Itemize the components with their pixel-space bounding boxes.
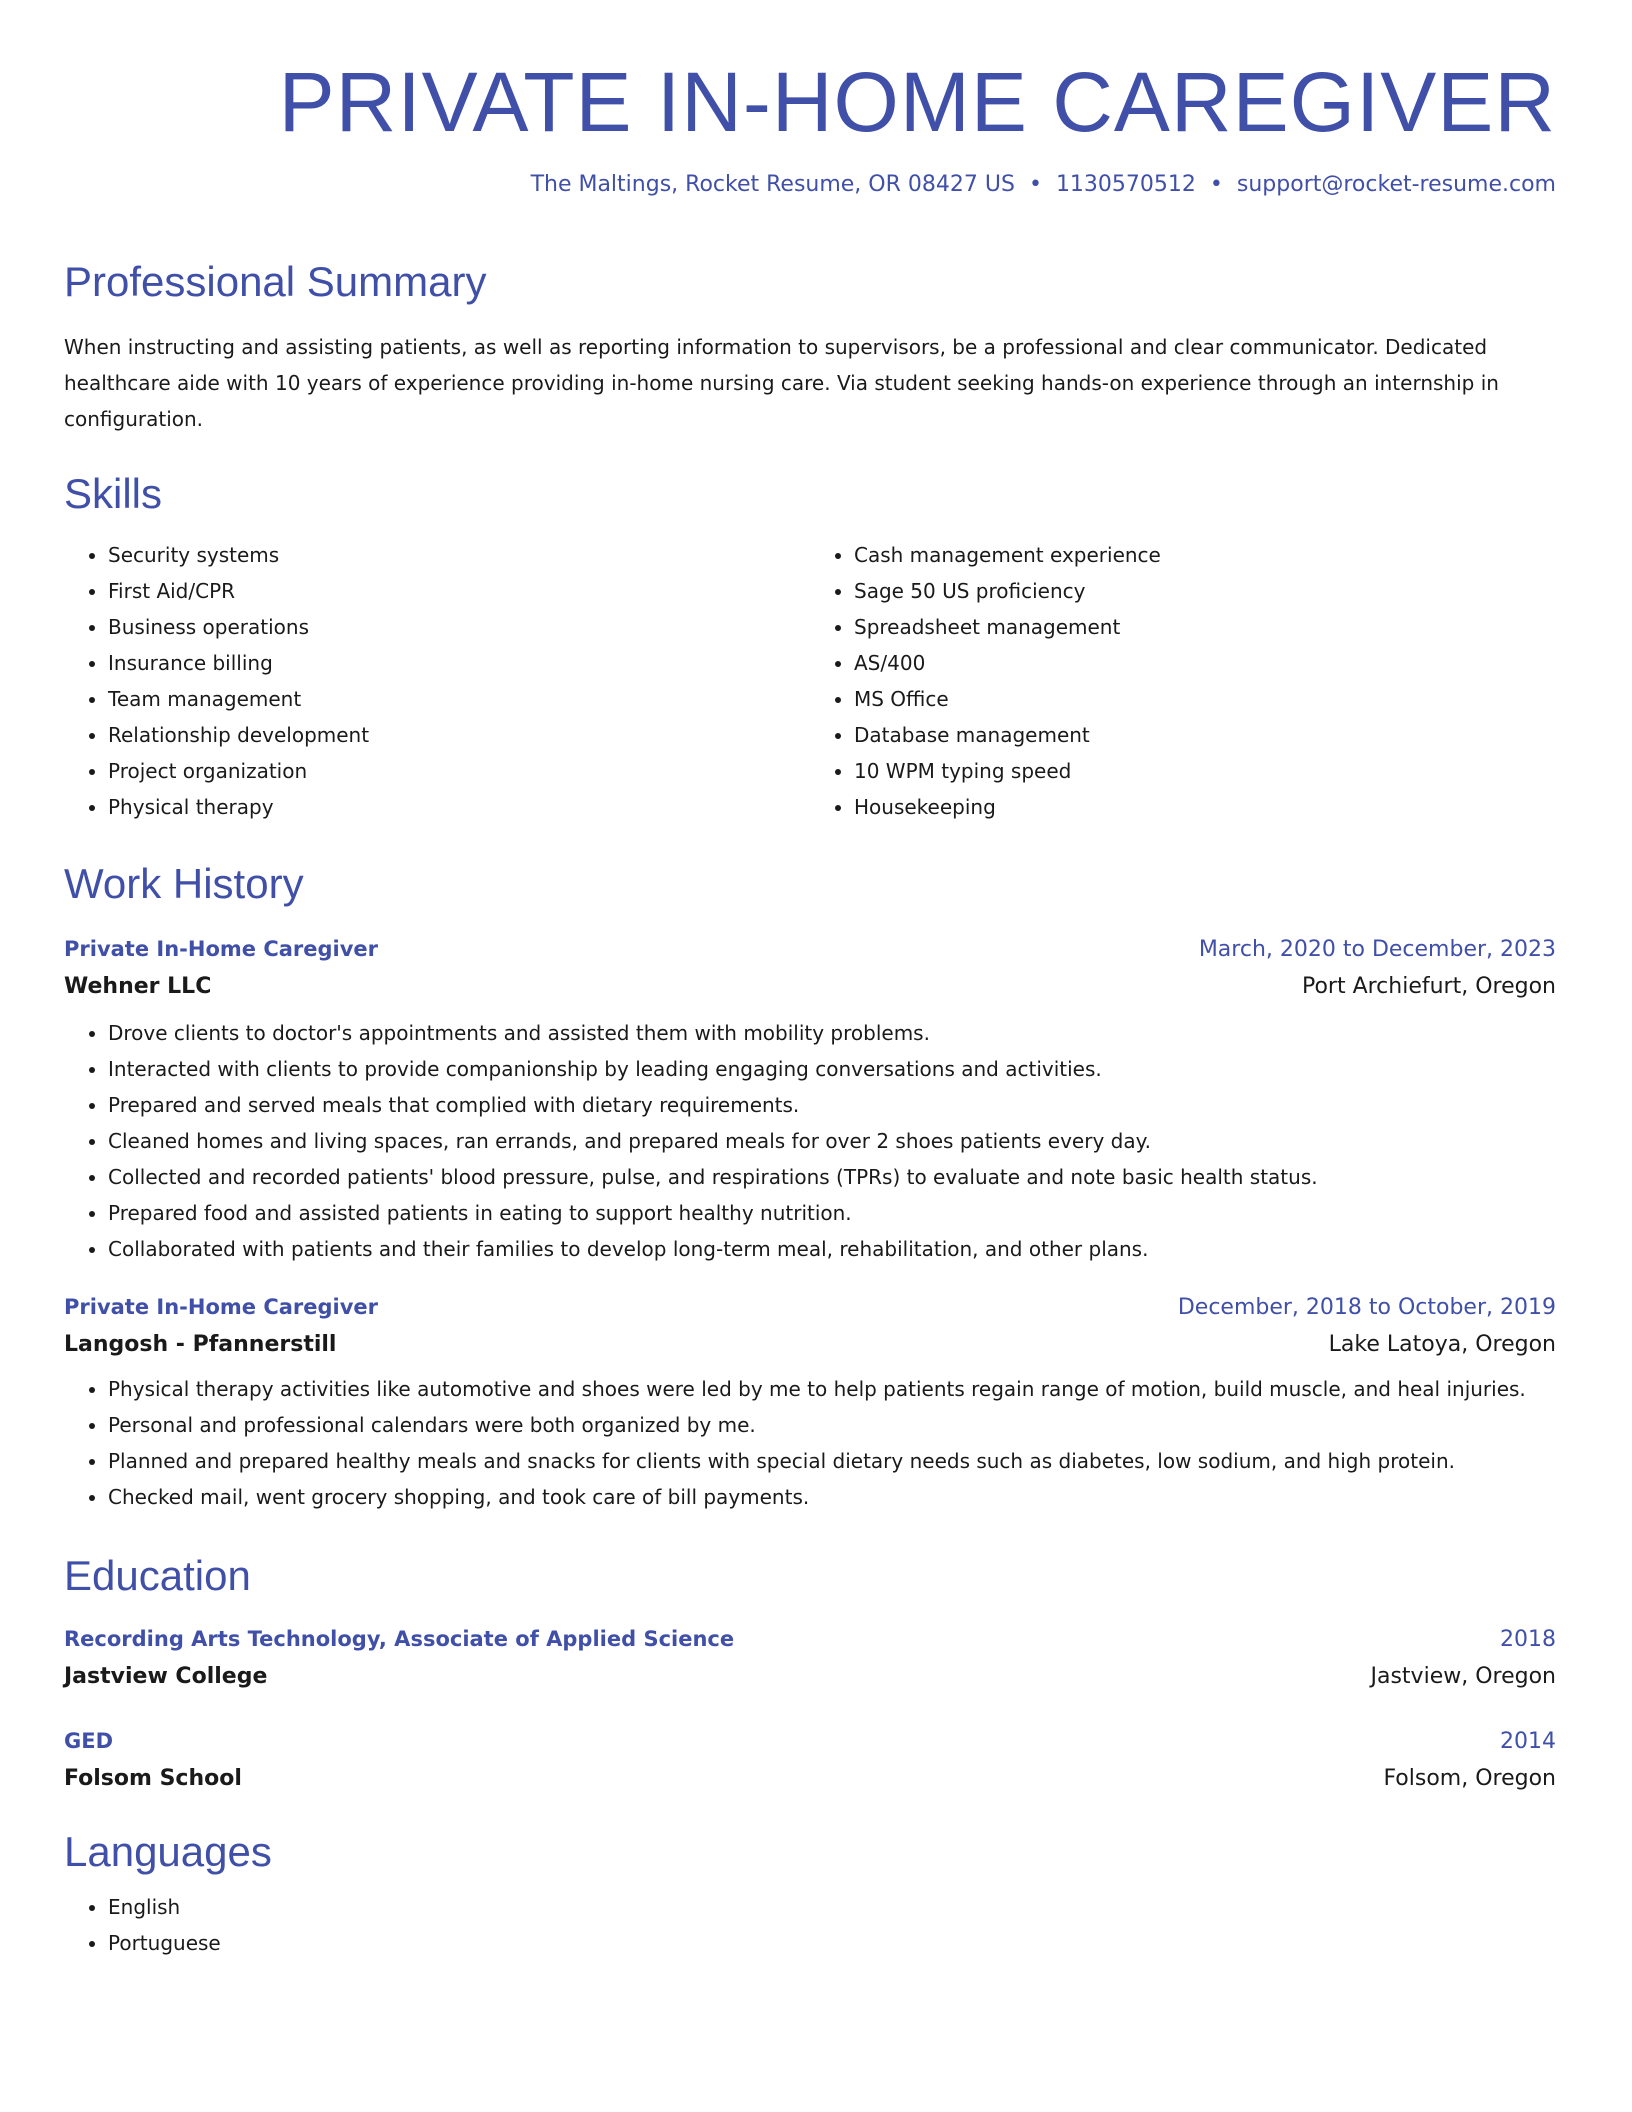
skill-item: • Database management <box>854 717 1556 753</box>
skill-item: • Spreadsheet management <box>854 609 1556 645</box>
job-bullet: • Interacted with clients to provide companionship by leading engaging conversations and activities. <box>108 1051 1556 1087</box>
job-bullet: • Planned and prepared healthy meals and snacks for clients with special dietary needs such as diabetes, low sodium, and high protein. <box>108 1443 1556 1479</box>
skills-left-list <box>64 537 810 825</box>
skill-item: • Cash management experience <box>854 537 1556 573</box>
skill-item: • Housekeeping <box>854 789 1556 825</box>
skill-item: • Relationship development <box>108 717 810 753</box>
job-bullet: • Collaborated with patients and their families to develop long-term meal, rehabilitation, and other plans. <box>108 1231 1556 1267</box>
job-bullet: • Collected and recorded patients' blood pressure, pulse, and respirations (TPRs) to evaluate and note basic health status. <box>108 1159 1556 1195</box>
skill-item: • Insurance billing <box>108 645 810 681</box>
summary-heading: Professional Summary <box>64 258 487 305</box>
skill-item: • MS Office <box>854 681 1556 717</box>
contact-email[interactable]: support@rocket-resume.com <box>1236 172 1556 197</box>
resume-page <box>64 0 1556 1961</box>
job-dates: December, 2018 to October, 2019 <box>1177 1295 1556 1320</box>
languages-heading: Languages <box>64 1828 272 1875</box>
contact-address: The Maltings, Rocket Resume, OR 08427 US <box>530 172 1015 197</box>
skill-item: • Team management <box>108 681 810 717</box>
job-title: Private In-Home Caregiver <box>64 1295 379 1319</box>
skill-item: • Physical therapy <box>108 789 810 825</box>
skills-heading: Skills <box>64 470 163 517</box>
job-company-row <box>64 974 1556 999</box>
skills-columns <box>64 537 1556 825</box>
job-bullet: • Prepared food and assisted patients in eating to support healthy nutrition. <box>108 1195 1556 1231</box>
education-school-row <box>64 1766 1556 1791</box>
job-location: Port Archiefurt, Oregon <box>1301 974 1556 999</box>
job-company: Langosh - Pfannerstill <box>64 1332 337 1357</box>
job-title-row <box>64 1295 1556 1320</box>
job-bullet: • Physical therapy activities like automotive and shoes were led by me to help patients regain range of motion, build muscle, and heal injuries. <box>108 1371 1556 1407</box>
job-entry <box>64 937 1556 1267</box>
language-item: • English <box>108 1889 1556 1925</box>
education-school: Jastview College <box>64 1664 268 1689</box>
job-dates: March, 2020 to December, 2023 <box>1198 937 1556 962</box>
education-degree-row <box>64 1627 1556 1652</box>
education-school-row <box>64 1664 1556 1689</box>
education-entry <box>64 1729 1556 1791</box>
job-company: Wehner LLC <box>64 974 212 999</box>
contact-phone: 1130570512 <box>1055 172 1196 197</box>
job-bullet: • Cleaned homes and living spaces, ran errands, and prepared meals for over 2 shoes patients every day. <box>108 1123 1556 1159</box>
job-bullet: • Personal and professional calendars were both organized by me. <box>108 1407 1556 1443</box>
education-location: Folsom, Oregon <box>1383 1766 1556 1791</box>
job-bullets <box>64 1371 1556 1515</box>
skill-item: • 10 WPM typing speed <box>854 753 1556 789</box>
resume-name: PRIVATE IN-HOME CAREGIVER <box>278 55 1556 149</box>
skill-item: • First Aid/CPR <box>108 573 810 609</box>
skill-item: • Sage 50 US proficiency <box>854 573 1556 609</box>
education-degree-row <box>64 1729 1556 1754</box>
education-entry <box>64 1627 1556 1689</box>
language-item: • Portuguese <box>108 1925 1556 1961</box>
job-title: Private In-Home Caregiver <box>64 937 379 961</box>
job-entry <box>64 1295 1556 1515</box>
contact-separator: • <box>1028 172 1042 197</box>
languages-list <box>64 1889 1556 1961</box>
skills-right-list <box>810 537 1556 825</box>
education-location: Jastview, Oregon <box>1370 1664 1556 1689</box>
contact-line <box>64 172 1556 197</box>
education-year: 2018 <box>1500 1627 1556 1652</box>
job-company-row <box>64 1332 1556 1357</box>
skill-item: • Project organization <box>108 753 810 789</box>
skill-item: • Business operations <box>108 609 810 645</box>
job-bullet: • Checked mail, went grocery shopping, and took care of bill payments. <box>108 1479 1556 1515</box>
education-degree: GED <box>64 1729 114 1753</box>
education-school: Folsom School <box>64 1766 242 1791</box>
job-bullet: • Drove clients to doctor's appointments and assisted them with mobility problems. <box>108 1015 1556 1051</box>
job-bullets <box>64 1015 1556 1267</box>
job-bullet: • Prepared and served meals that complied with dietary requirements. <box>108 1087 1556 1123</box>
contact-separator: • <box>1209 172 1223 197</box>
skill-item: • Security systems <box>108 537 810 573</box>
job-location: Lake Latoya, Oregon <box>1328 1332 1556 1357</box>
summary-text: When instructing and assisting patients, as well as reporting information to supervisors, be a professional and clear communicator. Dedicated healthcare aide with 10 years of experience providing in-home nursing care. Via student seeking hands-on experience through an internship in configuration. <box>64 335 1499 431</box>
skill-item: • AS/400 <box>854 645 1556 681</box>
education-degree: Recording Arts Technology, Associate of Applied Science <box>64 1627 735 1651</box>
work-history-heading: Work History <box>64 860 304 907</box>
job-title-row <box>64 937 1556 962</box>
education-heading: Education <box>64 1552 251 1599</box>
education-year: 2014 <box>1500 1729 1556 1754</box>
